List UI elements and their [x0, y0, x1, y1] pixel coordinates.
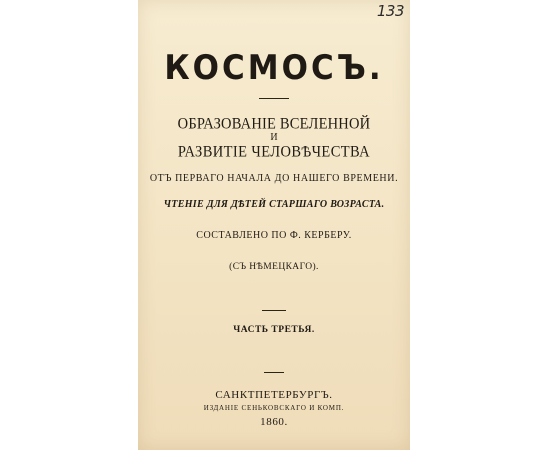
- imprint-year: 1860.: [260, 416, 288, 428]
- handwritten-number: 133: [376, 2, 404, 20]
- compiled-by-line: СОСТАВЛЕНО ПО Ф. КЕРБЕРУ.: [196, 230, 352, 241]
- subtitle-line-1: ОБРАЗОВАНІЕ ВСЕЛЕННОЙ: [177, 114, 371, 133]
- imprint-rule: [264, 372, 284, 373]
- subtitle-line-2: РАЗВИТІЕ ЧЕЛОВѢЧЕСТВА: [177, 142, 371, 161]
- imprint-publisher: ИЗДАНІЕ СЕНЬКОВСКАГО И КОМП.: [203, 404, 345, 412]
- translation-note: (СЪ НѢМЕЦКАГО).: [229, 262, 319, 272]
- imprint-city: САНКТПЕТЕРБУРГЪ.: [215, 389, 333, 401]
- title-rule: [259, 98, 289, 99]
- audience-line: ЧТЕНІЕ ДЛЯ ДѢТЕЙ СТАРШАГО ВОЗРАСТА.: [163, 199, 385, 210]
- part-label: ЧАСТЬ ТРЕТЬЯ.: [233, 325, 315, 335]
- book-title: КОСМОСЪ.: [164, 48, 384, 88]
- period-line: ОТЪ ПЕРВАГО НАЧАЛА ДО НАШЕГО ВРЕМЕНИ.: [149, 173, 399, 184]
- title-page: [138, 0, 410, 450]
- part-rule: [262, 310, 286, 311]
- subtitle-conjunction: И: [270, 132, 278, 143]
